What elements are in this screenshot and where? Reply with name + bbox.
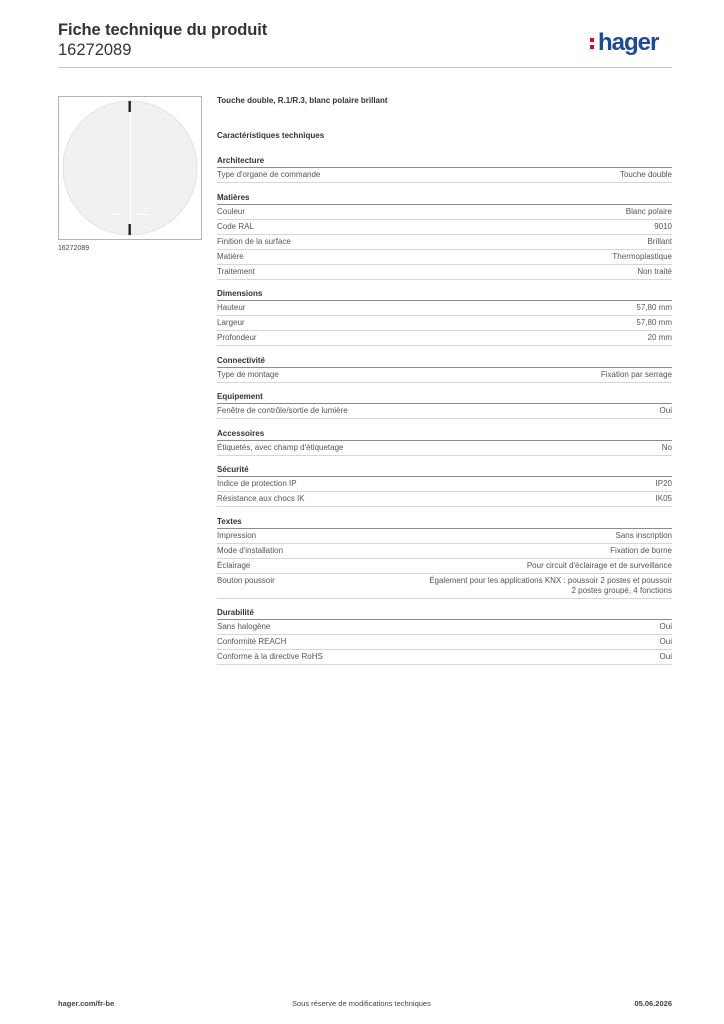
spec-value-line: 20 mm [647, 333, 672, 342]
spec-value [601, 370, 672, 380]
spec-value-line: Pour circuit d'éclairage et de surveillance [526, 560, 672, 570]
specifications-title: Caractéristiques techniques [217, 131, 325, 140]
spec-label: Profondeur [217, 333, 257, 342]
spec-value [648, 237, 672, 247]
spec-label: Impression [217, 530, 257, 540]
spec-section [217, 392, 672, 419]
spec-row [217, 650, 672, 665]
specifications [217, 96, 672, 675]
spec-value-line: Thermoplastique [612, 251, 672, 261]
spec-label: Mode d'installation [217, 545, 284, 555]
spec-value-line: IP20 [655, 479, 672, 488]
spec-label: Type de montage [217, 369, 279, 379]
spec-section [217, 193, 672, 280]
spec-label: Fenêtre de contrôle/sortie de lumière [217, 406, 348, 415]
section-title: Textes [217, 517, 672, 529]
spec-value-line: Touche double [619, 170, 672, 179]
spec-label: Conforme à la directive RoHS [217, 652, 323, 661]
spec-label: Traitement [217, 266, 255, 276]
header-divider [58, 67, 672, 68]
spec-label: Indice de protection IP [217, 479, 297, 488]
section-title: Connectivité [217, 356, 672, 368]
spec-value-line: 57,80 mm [636, 318, 672, 327]
spec-label: Étiquetés, avec champ d'étiquetage [217, 442, 344, 452]
spec-value [636, 303, 672, 313]
spec-value [612, 252, 672, 262]
spec-value [636, 318, 672, 328]
spec-row [217, 250, 672, 265]
spec-value [662, 443, 672, 453]
spec-label: Largeur [217, 318, 245, 327]
spec-value-line: No [661, 442, 672, 452]
spec-section [217, 356, 672, 383]
product-reference: 16272089 [58, 41, 132, 59]
spec-value-line: 2 postes groupé, 4 fonctions [571, 585, 672, 595]
spec-row [217, 168, 672, 183]
spec-value-line: IK05 [655, 494, 672, 503]
spec-label: Code RAL [217, 221, 254, 231]
spec-row [217, 559, 672, 574]
spec-row [217, 477, 672, 492]
spec-label: Finition de la surface [217, 236, 291, 246]
spec-value [616, 531, 672, 541]
spec-label: Conformité REACH [217, 637, 287, 646]
spec-value-line: 9010 [654, 221, 672, 231]
spec-value [654, 222, 672, 232]
spec-section [217, 289, 672, 346]
footer-disclaimer: Sous réserve de modifications techniques [292, 999, 431, 1008]
spec-row [217, 220, 672, 235]
spec-row [217, 492, 672, 507]
spec-row [217, 265, 672, 280]
spec-row [217, 529, 672, 544]
section-title: Durabilité [217, 608, 672, 620]
double-rocker-switch-icon [59, 97, 201, 239]
spec-value [620, 170, 672, 180]
spec-row [217, 235, 672, 250]
product-image [58, 96, 202, 240]
spec-value [660, 652, 672, 662]
spec-row [217, 544, 672, 559]
logo-dots-icon [590, 36, 595, 50]
spec-value [648, 333, 672, 343]
spec-value [656, 494, 672, 504]
spec-row [217, 368, 672, 383]
spec-section [217, 465, 672, 507]
section-title: Accessoires [217, 429, 672, 441]
spec-value-line: Brillant [647, 236, 672, 246]
spec-label: Sans halogène [217, 622, 271, 631]
spec-row [217, 620, 672, 635]
spec-value [527, 561, 672, 571]
spec-section [217, 156, 672, 183]
spec-value [660, 637, 672, 647]
spec-label: Résistance aux chocs IK [217, 494, 305, 503]
document-header [58, 20, 267, 60]
spec-value-line: Non traité [637, 266, 672, 276]
product-name: Touche double, R.1/R.3, blanc polaire brillant [217, 96, 388, 105]
spec-section [217, 608, 672, 665]
spec-sections [217, 156, 672, 665]
hager-logo[interactable] [590, 28, 658, 58]
spec-label: Matière [217, 251, 244, 261]
spec-row [217, 316, 672, 331]
spec-value-line: Également pour les applications KNX : poussoir 2 postes et poussoir [429, 575, 672, 585]
spec-value-line: Oui [659, 622, 672, 631]
spec-label: Couleur [217, 206, 246, 216]
section-title: Dimensions [217, 289, 672, 301]
spec-value-line: Oui [659, 652, 672, 661]
spec-value [656, 479, 672, 489]
spec-value-line: 57,80 mm [636, 303, 672, 312]
spec-value-line: Oui [659, 406, 672, 415]
section-title: Sécurité [217, 465, 672, 477]
spec-value-line: Blanc polaire [625, 206, 672, 216]
spec-value-line: Fixation par serrage [600, 369, 672, 379]
spec-row [217, 574, 672, 599]
spec-value [429, 576, 672, 596]
spec-row [217, 331, 672, 346]
spec-row [217, 404, 672, 419]
spec-row [217, 301, 672, 316]
spec-label: Hauteur [217, 303, 246, 312]
spec-label: Éclairage [217, 560, 251, 570]
spec-section [217, 517, 672, 599]
spec-value [626, 207, 672, 217]
page-title: Fiche technique du produit [58, 21, 268, 39]
spec-value [610, 546, 672, 556]
spec-value [637, 267, 672, 277]
spec-row [217, 205, 672, 220]
spec-label: Bouton poussoir [217, 575, 275, 585]
spec-value-line: Sans inscription [615, 530, 672, 540]
image-caption: 16272089 [58, 245, 90, 252]
spec-row [217, 441, 672, 456]
footer-date: 05.06.2026 [634, 999, 672, 1008]
spec-section [217, 429, 672, 456]
logo-text: hager [598, 29, 659, 56]
footer-website-link[interactable]: hager.com/fr-be [58, 999, 115, 1008]
spec-label: Type d'organe de commande [217, 170, 321, 179]
section-title: Matières [217, 193, 672, 205]
spec-row [217, 635, 672, 650]
spec-value [660, 622, 672, 632]
spec-value-line: Fixation de borne [610, 545, 672, 555]
spec-value [660, 406, 672, 416]
spec-value-line: Oui [659, 637, 672, 646]
section-title: Architecture [217, 156, 672, 168]
section-title: Equipement [217, 392, 672, 404]
